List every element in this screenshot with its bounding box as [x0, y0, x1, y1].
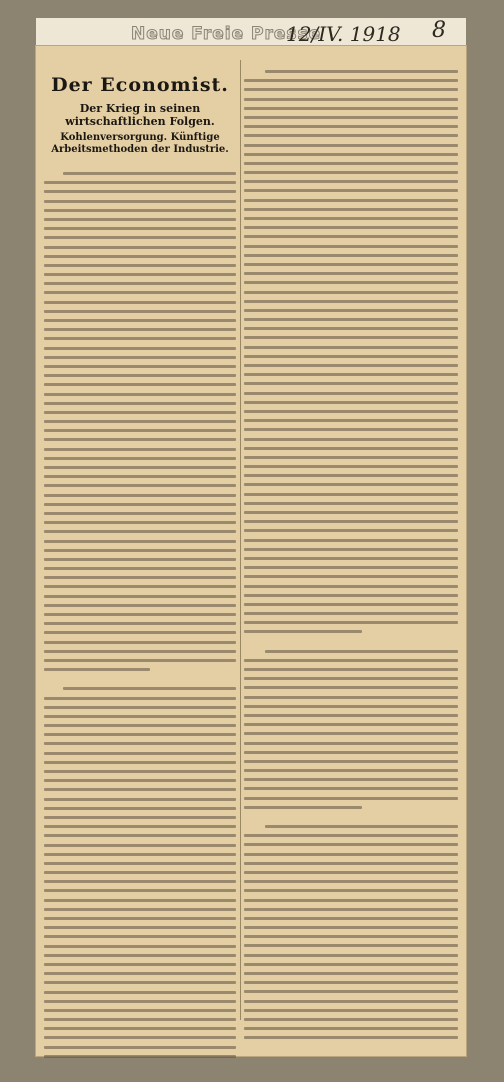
text-line	[244, 382, 458, 385]
text-line	[44, 475, 236, 478]
text-line	[244, 899, 458, 902]
text-line	[244, 1000, 458, 1003]
text-line	[44, 715, 236, 718]
paragraph-break	[44, 162, 236, 172]
text-line	[244, 309, 458, 312]
text-line	[244, 972, 458, 975]
text-line	[244, 346, 458, 349]
text-line	[244, 263, 458, 266]
text-line	[244, 575, 458, 578]
text-line	[44, 429, 236, 432]
text-line	[244, 483, 458, 486]
text-line	[244, 474, 458, 477]
text-line	[244, 456, 458, 459]
text-line	[244, 871, 458, 874]
text-line	[44, 457, 236, 460]
text-line	[44, 788, 236, 791]
text-line	[44, 972, 236, 975]
text-line	[244, 134, 458, 137]
text-line	[44, 742, 236, 745]
text-line	[44, 190, 236, 193]
text-line	[244, 548, 458, 551]
text-line	[44, 558, 236, 561]
text-line	[44, 1027, 236, 1030]
text-line	[44, 659, 236, 662]
text-line	[44, 347, 236, 350]
text-line	[44, 255, 236, 258]
text-line	[44, 889, 236, 892]
text-line	[44, 438, 236, 441]
text-line	[44, 365, 236, 368]
text-line	[244, 990, 458, 993]
text-line	[244, 1036, 458, 1039]
text-line	[244, 300, 458, 303]
text-line	[44, 420, 236, 423]
text-line	[44, 834, 236, 837]
text-line	[44, 604, 236, 607]
text-line	[44, 393, 236, 396]
text-line	[244, 963, 458, 966]
text-line	[244, 144, 458, 147]
text-line	[44, 310, 236, 313]
text-line	[244, 1009, 458, 1012]
text-line	[44, 770, 236, 773]
text-line	[244, 235, 458, 238]
article-subhead: Kohlenversorgung. Künftige Arbeitsmethoden der Industrie.	[51, 132, 229, 155]
text-line	[244, 98, 458, 101]
text-line	[244, 153, 458, 156]
text-line	[244, 364, 458, 367]
text-line	[244, 245, 458, 248]
text-line	[44, 880, 236, 883]
text-line	[44, 264, 236, 267]
text-line	[44, 825, 236, 828]
text-line	[244, 778, 458, 781]
paragraph-break	[244, 640, 458, 650]
text-line	[244, 189, 458, 192]
text-line	[244, 714, 458, 717]
text-line	[265, 650, 458, 653]
text-line	[265, 825, 458, 828]
text-line	[244, 944, 458, 947]
text-line	[244, 511, 458, 514]
text-line	[244, 208, 458, 211]
text-line	[244, 917, 458, 920]
text-line	[244, 677, 458, 680]
text-line	[44, 521, 236, 524]
text-line	[44, 466, 236, 469]
text-line	[244, 612, 458, 615]
text-line	[244, 272, 458, 275]
text-line	[244, 880, 458, 883]
text-line	[244, 199, 458, 202]
text-line	[244, 392, 458, 395]
text-line	[244, 585, 458, 588]
text-line	[244, 336, 458, 339]
text-line	[44, 853, 236, 856]
text-line	[244, 797, 458, 800]
text-line	[44, 209, 236, 212]
text-line	[244, 862, 458, 865]
text-line	[44, 650, 236, 653]
handwritten-date: 12/IV. 1918	[286, 22, 401, 46]
text-line	[44, 218, 236, 221]
text-line	[44, 981, 236, 984]
text-line	[44, 926, 236, 929]
text-line	[44, 494, 236, 497]
text-line	[244, 180, 458, 183]
text-line	[244, 79, 458, 82]
text-line	[244, 465, 458, 468]
text-line	[44, 613, 236, 616]
text-line	[44, 1055, 236, 1058]
text-line	[244, 162, 458, 165]
text-line	[44, 706, 236, 709]
article-body-left	[44, 162, 236, 1058]
text-line	[244, 751, 458, 754]
text-line	[44, 668, 150, 671]
text-line	[244, 226, 458, 229]
text-line	[44, 631, 236, 634]
text-line	[244, 742, 458, 745]
text-line	[244, 401, 458, 404]
text-line	[44, 383, 236, 386]
text-line	[244, 529, 458, 532]
text-line	[44, 622, 236, 625]
text-line	[244, 355, 458, 358]
text-line	[244, 171, 458, 174]
text-line	[244, 88, 458, 91]
text-line	[244, 723, 458, 726]
text-line	[244, 318, 458, 321]
paragraph-break	[44, 677, 236, 687]
text-line	[44, 273, 236, 276]
text-line	[244, 419, 458, 422]
text-line	[44, 585, 236, 588]
text-line	[63, 172, 236, 175]
article-subtitle: Der Krieg in seinen wirtschaftlichen Folgen.	[65, 102, 215, 128]
text-line	[244, 787, 458, 790]
right-column	[244, 60, 458, 1066]
newspaper-stamp: Neue Freie Presse	[131, 24, 322, 44]
text-line	[244, 1027, 458, 1030]
text-line	[244, 630, 362, 633]
text-line	[244, 254, 458, 257]
text-line	[44, 319, 236, 322]
text-line	[44, 282, 236, 285]
text-line	[44, 862, 236, 865]
text-line	[244, 769, 458, 772]
handwritten-page-number: 8	[432, 18, 446, 43]
text-line	[44, 448, 236, 451]
text-line	[244, 705, 458, 708]
text-line	[244, 502, 458, 505]
text-line	[244, 520, 458, 523]
text-line	[44, 337, 236, 340]
text-line	[244, 806, 362, 809]
text-line	[244, 889, 458, 892]
text-line	[44, 540, 236, 543]
text-line	[244, 428, 458, 431]
text-line	[244, 732, 458, 735]
text-line	[44, 935, 236, 938]
text-line	[244, 410, 458, 413]
text-line	[244, 981, 458, 984]
text-line	[244, 954, 458, 957]
text-line	[244, 557, 458, 560]
text-line	[244, 493, 458, 496]
article-body-right	[244, 60, 458, 1039]
text-line	[44, 411, 236, 414]
text-line	[44, 945, 236, 948]
text-line	[44, 761, 236, 764]
text-line	[44, 200, 236, 203]
text-line	[44, 328, 236, 331]
text-line	[244, 125, 458, 128]
text-line	[244, 327, 458, 330]
paragraph-break	[244, 60, 458, 70]
text-line	[44, 301, 236, 304]
text-line	[44, 641, 236, 644]
text-line	[44, 752, 236, 755]
text-line	[244, 373, 458, 376]
text-line	[244, 760, 458, 763]
text-line	[244, 281, 458, 284]
text-line	[44, 374, 236, 377]
text-line	[244, 621, 458, 624]
text-line	[265, 70, 458, 73]
text-line	[244, 834, 458, 837]
text-line	[44, 1000, 236, 1003]
text-line	[44, 917, 236, 920]
text-line	[44, 991, 236, 994]
text-line	[44, 236, 236, 239]
text-line	[44, 816, 236, 819]
text-line	[44, 576, 236, 579]
text-line	[244, 659, 458, 662]
text-line	[244, 843, 458, 846]
text-line	[244, 116, 458, 119]
text-line	[244, 438, 458, 441]
text-line	[44, 512, 236, 515]
text-line	[244, 908, 458, 911]
text-line	[244, 696, 458, 699]
text-line	[244, 1018, 458, 1021]
text-line	[44, 291, 236, 294]
text-line	[244, 935, 458, 938]
text-line	[244, 107, 458, 110]
paragraph-break	[244, 815, 458, 825]
text-line	[244, 447, 458, 450]
text-line	[44, 1018, 236, 1021]
text-line	[44, 1036, 236, 1039]
text-line	[44, 356, 236, 359]
text-line	[244, 539, 458, 542]
text-line	[244, 686, 458, 689]
text-line	[244, 566, 458, 569]
text-line	[44, 246, 236, 249]
text-line	[44, 595, 236, 598]
text-line	[44, 779, 236, 782]
text-line	[44, 908, 236, 911]
text-line	[44, 871, 236, 874]
text-line	[44, 798, 236, 801]
text-line	[44, 733, 236, 736]
text-line	[244, 668, 458, 671]
text-line	[44, 402, 236, 405]
text-line	[244, 853, 458, 856]
text-line	[44, 181, 236, 184]
text-line	[244, 926, 458, 929]
text-line	[44, 530, 236, 533]
text-line	[44, 899, 236, 902]
text-line	[244, 603, 458, 606]
text-line	[44, 697, 236, 700]
article-title: Der Economist.	[51, 74, 229, 96]
text-line	[44, 724, 236, 727]
text-line	[244, 217, 458, 220]
text-line	[244, 291, 458, 294]
text-line	[44, 549, 236, 552]
text-line	[44, 807, 236, 810]
text-line	[44, 227, 236, 230]
text-line	[44, 1009, 236, 1012]
text-line	[44, 1046, 236, 1049]
text-line	[44, 567, 236, 570]
left-column	[44, 60, 236, 1066]
text-line	[244, 594, 458, 597]
text-line	[44, 963, 236, 966]
text-line	[44, 954, 236, 957]
text-line	[44, 484, 236, 487]
text-line	[63, 687, 236, 690]
text-line	[44, 844, 236, 847]
column-rule	[240, 60, 241, 1020]
text-line	[44, 503, 236, 506]
